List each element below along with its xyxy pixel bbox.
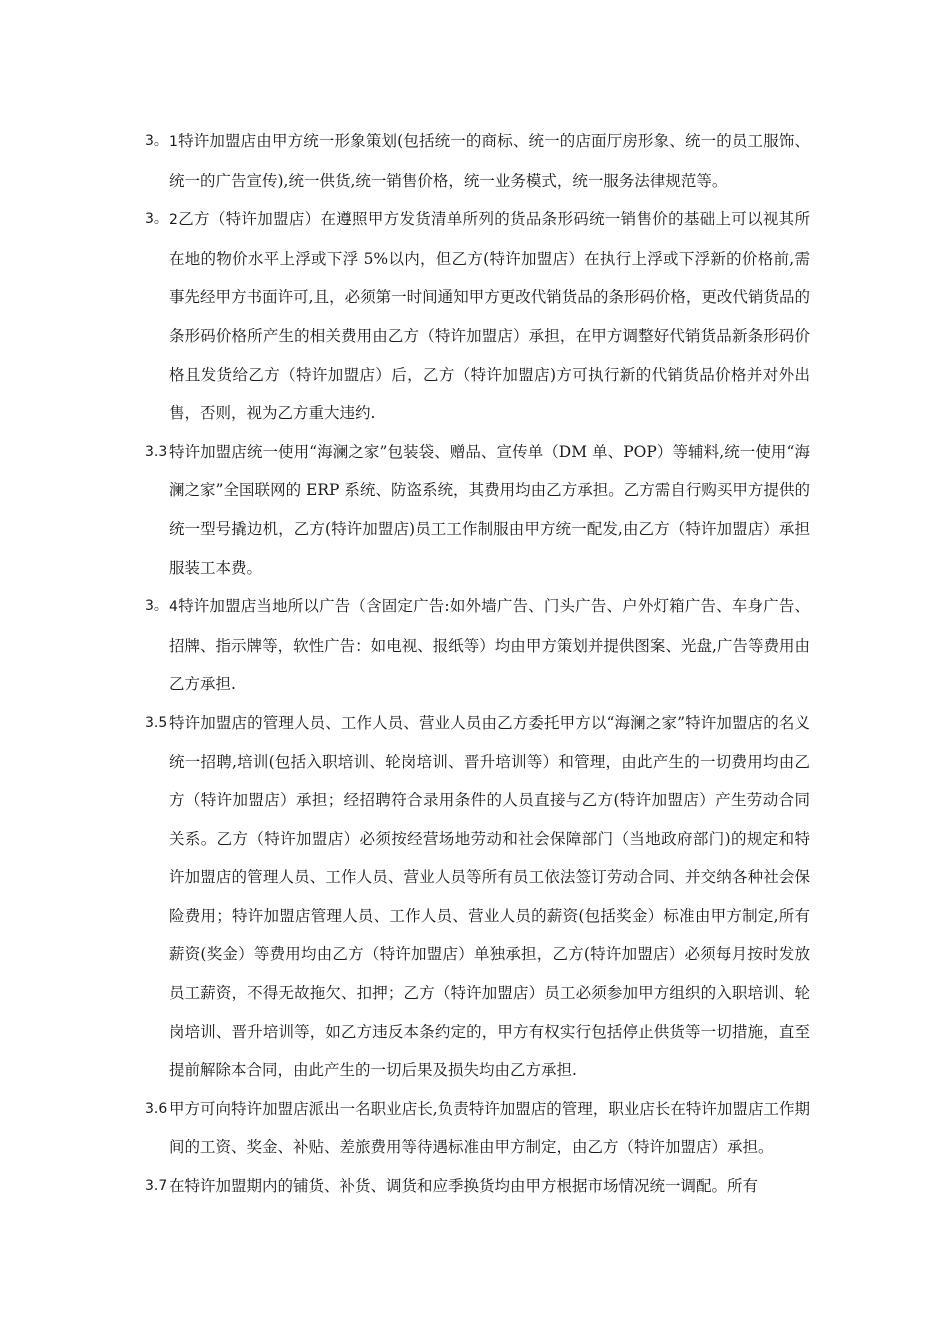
clause-3-3 xyxy=(145,433,810,587)
clause-3-1 xyxy=(145,122,810,200)
clause-subnumber: 4 xyxy=(169,599,178,616)
clause-number: 3.3 xyxy=(145,443,168,460)
clause-text xyxy=(169,587,810,704)
clause-3-2 xyxy=(145,200,810,433)
clause-number: 3.7 xyxy=(145,1178,168,1195)
clause-body: 甲方可向特许加盟店派出一名职业店长,负责特许加盟店的管理，职业店长在特许加盟店工作期间的工资、奖金、补贴、差旅费用等待遇标准由甲方制定，由乙方（特许加盟店）承担。 xyxy=(169,1099,810,1157)
clause-body: 特许加盟店由甲方统一形象策划(包括统一的商标、统一的店面厅房形象、统一的员工服饰、统一的广告宣传),统一供货,统一销售价格，统一业务模式，统一服务法律规范等。 xyxy=(169,132,810,190)
contract-body xyxy=(145,122,810,1206)
clause-text xyxy=(169,200,810,433)
clause-text xyxy=(169,704,810,1090)
clause-text xyxy=(169,122,810,200)
clause-3-4 xyxy=(145,587,810,704)
clause-body: 特许加盟店统一使用“海澜之家”包装袋、赠品、宣传单（DM 单、POP）等辅料,统一使用“海澜之家”全国联网的 ERP 系统、防盗系统，其费用均由乙方承担。乙方需自行购买甲方提供的统一型号撬边机，乙方(特许加盟店)员工工作制服由甲方统一配发,由乙方（特许加盟店）承担服装工本费。 xyxy=(169,442,810,577)
clause-text xyxy=(169,1090,810,1167)
clause-number: 3。 xyxy=(145,211,168,228)
clause-body: 在特许加盟期内的铺货、补货、调货和应季换货均由甲方根据市场情况统一调配。所有 xyxy=(169,1177,759,1196)
clause-number: 3.6 xyxy=(145,1100,168,1117)
clause-number: 3。 xyxy=(145,598,168,615)
clause-text xyxy=(169,1167,810,1206)
clause-text xyxy=(169,433,810,587)
clause-3-5 xyxy=(145,704,810,1090)
clause-body: 特许加盟店的管理人员、工作人员、营业人员由乙方委托甲方以“海澜之家”特许加盟店的名义统一招聘,培训(包括入职培训、轮岗培训、晋升培训等）和管理，由此产生的一切费用均由乙方（特许加盟店）承担；经招聘符合录用条件的人员直接与乙方(特许加盟店）产生劳动合同关系。乙方（特许加盟店）必须按经营场地劳动和社会保障部门（当地政府部门)的规定和特许加盟店的管理人员、工作人员、营业人员等所有员工依法签订劳动合同、并交纳各种社会保险费用；特许加盟店管理人员、工作人员、营业人员的薪资(包括奖金）标准由甲方制定,所有薪资(奖金）等费用均由乙方（特许加盟店）单独承担，乙方(特许加盟店）必须每月按时发放员工薪资，不得无故拖欠、扣押；乙方（特许加盟店）员工必须参加甲方组织的入职培训、轮岗培训、晋升培训等，如乙方违反本条约定的，甲方有权实行包括停止供货等一切措施，直至提前解除本合同，由此产生的一切后果及损失均由乙方承担. xyxy=(169,713,810,1080)
clause-number: 3.5 xyxy=(145,714,168,731)
clause-subnumber: 1 xyxy=(169,134,178,150)
clause-body: 特许加盟店当地所以广告（含固定广告:如外墙广告、门头广告、户外灯箱广告、车身广告、招牌、指示牌等，软性广告：如电视、报纸等）均由甲方策划并提供图案、光盘,广告等费用由乙方承担. xyxy=(169,597,810,694)
clause-subnumber: 2 xyxy=(169,212,178,229)
clause-body: 乙方（特许加盟店）在遵照甲方发货清单所列的货品条形码统一销售价的基础上可以视其所在地的物价水平上浮或下浮 5%以内，但乙方(特许加盟店）在执行上浮或下浮新的价格前,需事先经甲方书面许可,且，必须第一时间通知甲方更改代销货品的条形码价格，更改代销货品的条形码价格所产生的相关费用由乙方（特许加盟店）承担，在甲方调整好代销货品新条形码价格且发货给乙方（特许加盟店）后，乙方（特许加盟店)方可执行新的代销货品价格并对外出售，否则，视为乙方重大违约. xyxy=(169,210,810,423)
clause-number: 3。 xyxy=(145,133,168,149)
clause-3-7 xyxy=(145,1167,810,1206)
clause-3-6 xyxy=(145,1090,810,1167)
